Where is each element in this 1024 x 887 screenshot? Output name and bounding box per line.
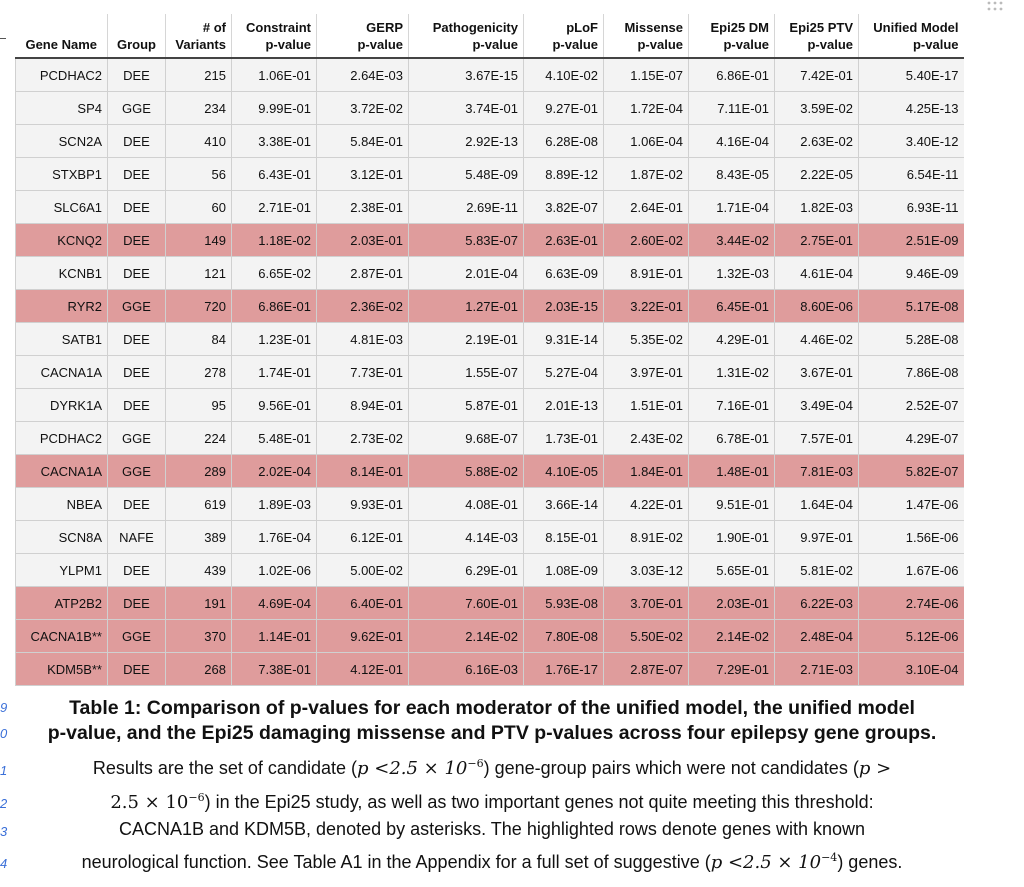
column-header-text: Missense: [624, 20, 683, 35]
cell-epi25_ptv: 1.64E-04: [775, 488, 859, 521]
cell-unified: 6.54E-11: [859, 158, 964, 191]
column-header-text: Pathogenicity: [432, 20, 518, 35]
table-row-highlighted: [16, 455, 964, 488]
cell-epi25_ptv: 7.81E-03: [775, 455, 859, 488]
cell-pathogenicity: 5.48E-09: [409, 158, 524, 191]
cell-plof: 2.03E-15: [524, 290, 604, 323]
cell-unified: 3.10E-04: [859, 653, 964, 686]
cell-gerp: 6.40E-01: [317, 587, 409, 620]
cell-unified: 7.86E-08: [859, 356, 964, 389]
column-header-text: Epi25 DM: [710, 20, 769, 35]
cell-unified: 5.82E-07: [859, 455, 964, 488]
cell-group: DEE: [108, 488, 166, 521]
cell-unified: 5.12E-06: [859, 620, 964, 653]
cell-constraint: 1.89E-03: [232, 488, 317, 521]
cell-gerp: 8.14E-01: [317, 455, 409, 488]
cell-plof: 3.66E-14: [524, 488, 604, 521]
cell-gerp: 5.84E-01: [317, 125, 409, 158]
cell-gene: CACNA1A: [16, 455, 108, 488]
cell-plof: 8.15E-01: [524, 521, 604, 554]
cell-gerp: 9.93E-01: [317, 488, 409, 521]
cell-unified: 2.51E-09: [859, 224, 964, 257]
cell-pathogenicity: 2.92E-13: [409, 125, 524, 158]
cell-epi25_ptv: 3.49E-04: [775, 389, 859, 422]
cell-missense: 2.64E-01: [604, 191, 689, 224]
column-header-unified[interactable]: [859, 14, 964, 58]
cell-variants: 60: [166, 191, 232, 224]
cell-group: DEE: [108, 389, 166, 422]
cell-plof: 1.73E-01: [524, 422, 604, 455]
cell-group: GGE: [108, 422, 166, 455]
cell-gerp: 7.73E-01: [317, 356, 409, 389]
caption-text: ) gene-group pairs which were not candidates (: [483, 758, 859, 778]
cell-constraint: 2.71E-01: [232, 191, 317, 224]
cell-unified: 9.46E-09: [859, 257, 964, 290]
cell-variants: 56: [166, 158, 232, 191]
column-header-missense[interactable]: [604, 14, 689, 58]
cell-missense: 1.51E-01: [604, 389, 689, 422]
cell-plof: 1.08E-09: [524, 554, 604, 587]
cell-variants: 439: [166, 554, 232, 587]
cell-variants: 215: [166, 58, 232, 92]
header-row: [16, 14, 964, 58]
cell-gene: SCN2A: [16, 125, 108, 158]
cell-plof: 1.76E-17: [524, 653, 604, 686]
table-row: [16, 125, 964, 158]
line-number: 1: [0, 763, 8, 778]
cell-gerp: 5.00E-02: [317, 554, 409, 587]
cell-epi25_dm: 2.14E-02: [689, 620, 775, 653]
cell-constraint: 3.38E-01: [232, 125, 317, 158]
cell-constraint: 1.76E-04: [232, 521, 317, 554]
cell-constraint: 6.65E-02: [232, 257, 317, 290]
cell-unified: 5.28E-08: [859, 323, 964, 356]
cell-gene: CACNA1A: [16, 356, 108, 389]
cell-group: GGE: [108, 620, 166, 653]
table-body: [16, 58, 964, 686]
cell-epi25_ptv: 1.82E-03: [775, 191, 859, 224]
cell-plof: 7.80E-08: [524, 620, 604, 653]
table-row: [16, 521, 964, 554]
cell-variants: 720: [166, 290, 232, 323]
cell-gene: KCNB1: [16, 257, 108, 290]
cell-epi25_dm: 7.29E-01: [689, 653, 775, 686]
cell-plof: 4.10E-05: [524, 455, 604, 488]
cell-plof: 6.28E-08: [524, 125, 604, 158]
cell-plof: 6.63E-09: [524, 257, 604, 290]
caption-title-line-2: p-value, and the Epi25 damaging missense and PTV p-values across four epilepsy gene groups.: [47, 722, 937, 744]
cell-unified: 2.74E-06: [859, 587, 964, 620]
cell-unified: 3.40E-12: [859, 125, 964, 158]
cell-group: DEE: [108, 653, 166, 686]
cell-unified: 1.47E-06: [859, 488, 964, 521]
cell-gerp: 2.73E-02: [317, 422, 409, 455]
cell-epi25_dm: 6.78E-01: [689, 422, 775, 455]
table-row: [16, 554, 964, 587]
cell-epi25_ptv: 3.67E-01: [775, 356, 859, 389]
table-row: [16, 422, 964, 455]
cell-gerp: 3.12E-01: [317, 158, 409, 191]
cell-epi25_ptv: 3.59E-02: [775, 92, 859, 125]
cell-gerp: 2.38E-01: [317, 191, 409, 224]
cell-epi25_ptv: 2.48E-04: [775, 620, 859, 653]
cell-epi25_ptv: 2.63E-02: [775, 125, 859, 158]
cell-epi25_dm: 1.71E-04: [689, 191, 775, 224]
caption-text: ) in the Epi25 study, as well as two important genes not quite meeting this threshold:: [204, 792, 874, 812]
cell-missense: 3.03E-12: [604, 554, 689, 587]
cell-epi25_ptv: 6.22E-03: [775, 587, 859, 620]
caption-body-line-4: [20, 851, 964, 873]
table-row: [16, 191, 964, 224]
cell-plof: 5.27E-04: [524, 356, 604, 389]
table-row: [16, 488, 964, 521]
cell-epi25_ptv: 7.42E-01: [775, 58, 859, 92]
cell-plof: 9.27E-01: [524, 92, 604, 125]
cell-constraint: 6.43E-01: [232, 158, 317, 191]
table-row: [16, 389, 964, 422]
cell-epi25_dm: 8.43E-05: [689, 158, 775, 191]
cell-gene: SATB1: [16, 323, 108, 356]
caption-body-line-1: [20, 757, 964, 779]
cell-constraint: 1.14E-01: [232, 620, 317, 653]
cell-gerp: 4.12E-01: [317, 653, 409, 686]
cell-epi25_ptv: 2.75E-01: [775, 224, 859, 257]
cell-gene: SCN8A: [16, 521, 108, 554]
caption-text: Results are the set of candidate (: [92, 758, 357, 778]
cell-gene: ATP2B2: [16, 587, 108, 620]
cell-pathogenicity: 2.01E-04: [409, 257, 524, 290]
cell-constraint: 1.06E-01: [232, 58, 317, 92]
table-row: [16, 356, 964, 389]
column-header-epi25_dm[interactable]: [689, 14, 775, 58]
cell-missense: 2.87E-07: [604, 653, 689, 686]
cell-gerp: 2.87E-01: [317, 257, 409, 290]
cell-group: DEE: [108, 58, 166, 92]
cell-constraint: 9.56E-01: [232, 389, 317, 422]
table-row: [16, 92, 964, 125]
cell-epi25_ptv: 7.57E-01: [775, 422, 859, 455]
cell-constraint: 2.02E-04: [232, 455, 317, 488]
cell-group: DEE: [108, 191, 166, 224]
cell-missense: 1.15E-07: [604, 58, 689, 92]
caption-math: p <2.5 × 10: [710, 852, 822, 873]
cell-missense: 1.06E-04: [604, 125, 689, 158]
caption-exponent: −4: [821, 851, 838, 864]
cell-missense: 1.84E-01: [604, 455, 689, 488]
cell-pathogenicity: 5.83E-07: [409, 224, 524, 257]
line-number: 2: [0, 796, 8, 811]
cell-epi25_ptv: 9.97E-01: [775, 521, 859, 554]
column-header-text: p-value: [912, 37, 959, 52]
column-header-gerp[interactable]: [317, 14, 409, 58]
caption-text: neurological function. See Table A1 in the Appendix for a full set of suggestive (: [81, 852, 711, 872]
cell-constraint: 9.99E-01: [232, 92, 317, 125]
caption-text: ) genes.: [837, 852, 903, 872]
cell-unified: 1.67E-06: [859, 554, 964, 587]
cell-pathogenicity: 5.87E-01: [409, 389, 524, 422]
cell-unified: 5.17E-08: [859, 290, 964, 323]
cell-gerp: 2.03E-01: [317, 224, 409, 257]
cell-variants: 278: [166, 356, 232, 389]
cell-plof: 3.82E-07: [524, 191, 604, 224]
cell-gene: KCNQ2: [16, 224, 108, 257]
results-table: [15, 14, 964, 686]
column-header-text: [113, 19, 160, 36]
cell-pathogenicity: 6.16E-03: [409, 653, 524, 686]
caption-math: p <2.5 × 10: [357, 758, 468, 779]
cell-variants: 370: [166, 620, 232, 653]
cell-plof: 4.10E-02: [524, 58, 604, 92]
caption-math: p >: [858, 758, 892, 779]
caption-exponent: −6: [188, 791, 205, 804]
cell-pathogenicity: 4.08E-01: [409, 488, 524, 521]
cell-gerp: 8.94E-01: [317, 389, 409, 422]
cell-gene: KDM5B**: [16, 653, 108, 686]
cell-unified: 4.25E-13: [859, 92, 964, 125]
column-header-text: pLoF: [566, 20, 598, 35]
column-header-text: p-value: [552, 37, 598, 52]
cell-gene: SP4: [16, 92, 108, 125]
column-header-pathogenicity[interactable]: [409, 14, 524, 58]
cell-constraint: 7.38E-01: [232, 653, 317, 686]
column-header-text: Unified Model: [873, 20, 959, 35]
cell-constraint: 5.48E-01: [232, 422, 317, 455]
table-row-highlighted: [16, 653, 964, 686]
cell-variants: 149: [166, 224, 232, 257]
cell-pathogenicity: 1.55E-07: [409, 356, 524, 389]
cell-pathogenicity: 6.29E-01: [409, 554, 524, 587]
cell-epi25_dm: 9.51E-01: [689, 488, 775, 521]
cell-missense: 2.43E-02: [604, 422, 689, 455]
cell-constraint: 4.69E-04: [232, 587, 317, 620]
caption-title-line-1: Table 1: Comparison of p-values for each moderator of the unified model, the unified model: [69, 697, 915, 719]
cell-pathogenicity: 4.14E-03: [409, 521, 524, 554]
cell-unified: 4.29E-07: [859, 422, 964, 455]
cell-epi25_dm: 6.86E-01: [689, 58, 775, 92]
caption-exponent: −6: [467, 757, 484, 770]
cell-missense: 8.91E-02: [604, 521, 689, 554]
cell-group: DEE: [108, 125, 166, 158]
column-header-epi25_ptv[interactable]: [775, 14, 859, 58]
column-header-constraint[interactable]: [232, 14, 317, 58]
cell-pathogenicity: 3.74E-01: [409, 92, 524, 125]
cell-gerp: 9.62E-01: [317, 620, 409, 653]
line-number: 0: [0, 726, 8, 741]
cell-pathogenicity: 3.67E-15: [409, 58, 524, 92]
cell-plof: 2.01E-13: [524, 389, 604, 422]
cell-missense: 5.35E-02: [604, 323, 689, 356]
cell-missense: 1.87E-02: [604, 158, 689, 191]
cell-constraint: 1.02E-06: [232, 554, 317, 587]
column-header-text: GERP: [366, 20, 403, 35]
cell-epi25_dm: 7.11E-01: [689, 92, 775, 125]
cell-variants: 95: [166, 389, 232, 422]
cell-constraint: 1.74E-01: [232, 356, 317, 389]
line-number: 3: [0, 824, 8, 839]
cell-gerp: 2.64E-03: [317, 58, 409, 92]
column-header-text: Constraint: [246, 20, 311, 35]
table-header: [16, 14, 964, 58]
cell-pathogenicity: 5.88E-02: [409, 455, 524, 488]
cell-variants: 121: [166, 257, 232, 290]
cell-epi25_dm: 7.16E-01: [689, 389, 775, 422]
cell-group: DEE: [108, 554, 166, 587]
column-header-group[interactable]: [108, 14, 166, 58]
column-header-text: Epi25 PTV: [789, 20, 853, 35]
cell-pathogenicity: 2.69E-11: [409, 191, 524, 224]
cell-missense: 1.72E-04: [604, 92, 689, 125]
cell-group: GGE: [108, 92, 166, 125]
cell-group: DEE: [108, 224, 166, 257]
cell-epi25_dm: 1.48E-01: [689, 455, 775, 488]
cell-epi25_dm: 3.44E-02: [689, 224, 775, 257]
cell-group: DEE: [108, 257, 166, 290]
column-header-text: p-value: [723, 37, 769, 52]
cell-epi25_ptv: 4.61E-04: [775, 257, 859, 290]
cell-epi25_ptv: 2.22E-05: [775, 158, 859, 191]
cell-epi25_ptv: 4.46E-02: [775, 323, 859, 356]
cell-unified: 6.93E-11: [859, 191, 964, 224]
column-header-text: p-value: [472, 37, 518, 52]
cell-plof: 2.63E-01: [524, 224, 604, 257]
table-row-highlighted: [16, 224, 964, 257]
cell-gerp: 4.81E-03: [317, 323, 409, 356]
cell-group: GGE: [108, 455, 166, 488]
cell-unified: 1.56E-06: [859, 521, 964, 554]
column-header-text: [21, 19, 103, 36]
cell-pathogenicity: 1.27E-01: [409, 290, 524, 323]
cell-gene: YLPM1: [16, 554, 108, 587]
caption-body-line-3: CACNA1B and KDM5B, denoted by asterisks. The highlighted rows denote genes with known: [118, 819, 866, 839]
cell-group: DEE: [108, 323, 166, 356]
cell-epi25_ptv: 2.71E-03: [775, 653, 859, 686]
column-header-plof[interactable]: [524, 14, 604, 58]
table-row: [16, 323, 964, 356]
cell-variants: 410: [166, 125, 232, 158]
table-row: [16, 257, 964, 290]
cell-epi25_dm: 1.90E-01: [689, 521, 775, 554]
cell-constraint: 1.18E-02: [232, 224, 317, 257]
cell-gene: PCDHAC2: [16, 58, 108, 92]
cell-epi25_dm: 4.16E-04: [689, 125, 775, 158]
cell-gene: PCDHAC2: [16, 422, 108, 455]
column-header-text: p-value: [807, 37, 853, 52]
column-header-variants[interactable]: [166, 14, 232, 58]
cell-gerp: 3.72E-02: [317, 92, 409, 125]
cell-plof: 9.31E-14: [524, 323, 604, 356]
drag-handle-icon[interactable]: [986, 0, 1004, 12]
line-number: 9: [0, 700, 8, 715]
cell-gene: NBEA: [16, 488, 108, 521]
cell-epi25_ptv: 5.81E-02: [775, 554, 859, 587]
cell-pathogenicity: 2.19E-01: [409, 323, 524, 356]
cell-group: DEE: [108, 587, 166, 620]
cell-group: GGE: [108, 290, 166, 323]
cell-unified: 2.52E-07: [859, 389, 964, 422]
column-header-gene[interactable]: [16, 14, 108, 58]
cell-missense: 3.70E-01: [604, 587, 689, 620]
cell-gene: SLC6A1: [16, 191, 108, 224]
cell-missense: 3.97E-01: [604, 356, 689, 389]
cell-variants: 389: [166, 521, 232, 554]
cell-pathogenicity: 7.60E-01: [409, 587, 524, 620]
cell-unified: 5.40E-17: [859, 58, 964, 92]
results-table-container: [15, 14, 963, 686]
table-row: [16, 58, 964, 92]
column-header-text: Group: [117, 37, 156, 52]
cell-variants: 268: [166, 653, 232, 686]
cell-group: NAFE: [108, 521, 166, 554]
cell-gerp: 2.36E-02: [317, 290, 409, 323]
column-header-text: p-value: [265, 37, 311, 52]
cell-epi25_dm: 1.32E-03: [689, 257, 775, 290]
cell-gene: STXBP1: [16, 158, 108, 191]
cell-gerp: 6.12E-01: [317, 521, 409, 554]
column-header-text: Gene Name: [25, 37, 98, 52]
cell-variants: 224: [166, 422, 232, 455]
cell-group: DEE: [108, 356, 166, 389]
cell-plof: 8.89E-12: [524, 158, 604, 191]
cell-variants: 619: [166, 488, 232, 521]
cell-pathogenicity: 9.68E-07: [409, 422, 524, 455]
cell-epi25_ptv: 8.60E-06: [775, 290, 859, 323]
cell-variants: 234: [166, 92, 232, 125]
cell-gene: DYRK1A: [16, 389, 108, 422]
column-header-text: p-value: [357, 37, 403, 52]
table-row-highlighted: [16, 620, 964, 653]
cell-epi25_dm: 2.03E-01: [689, 587, 775, 620]
cell-epi25_dm: 1.31E-02: [689, 356, 775, 389]
cell-variants: 84: [166, 323, 232, 356]
cell-gene: CACNA1B**: [16, 620, 108, 653]
column-header-text: Variants: [175, 37, 226, 52]
cell-constraint: 1.23E-01: [232, 323, 317, 356]
caption-math: 2.5 × 10: [110, 792, 189, 813]
cell-group: DEE: [108, 158, 166, 191]
column-header-text: p-value: [637, 37, 683, 52]
cell-missense: 5.50E-02: [604, 620, 689, 653]
cell-gene: RYR2: [16, 290, 108, 323]
cell-missense: 3.22E-01: [604, 290, 689, 323]
caption-body-line-2: [20, 791, 964, 813]
cell-constraint: 6.86E-01: [232, 290, 317, 323]
table-row-highlighted: [16, 290, 964, 323]
cell-variants: 289: [166, 455, 232, 488]
cell-plof: 5.93E-08: [524, 587, 604, 620]
cell-variants: 191: [166, 587, 232, 620]
margin-dash: [0, 38, 6, 39]
cell-pathogenicity: 2.14E-02: [409, 620, 524, 653]
cell-missense: 4.22E-01: [604, 488, 689, 521]
column-header-text: # of: [202, 20, 226, 35]
cell-epi25_dm: 4.29E-01: [689, 323, 775, 356]
cell-epi25_dm: 6.45E-01: [689, 290, 775, 323]
table-row: [16, 158, 964, 191]
cell-missense: 8.91E-01: [604, 257, 689, 290]
table-row-highlighted: [16, 587, 964, 620]
cell-epi25_dm: 5.65E-01: [689, 554, 775, 587]
line-number: 4: [0, 856, 8, 871]
cell-missense: 2.60E-02: [604, 224, 689, 257]
